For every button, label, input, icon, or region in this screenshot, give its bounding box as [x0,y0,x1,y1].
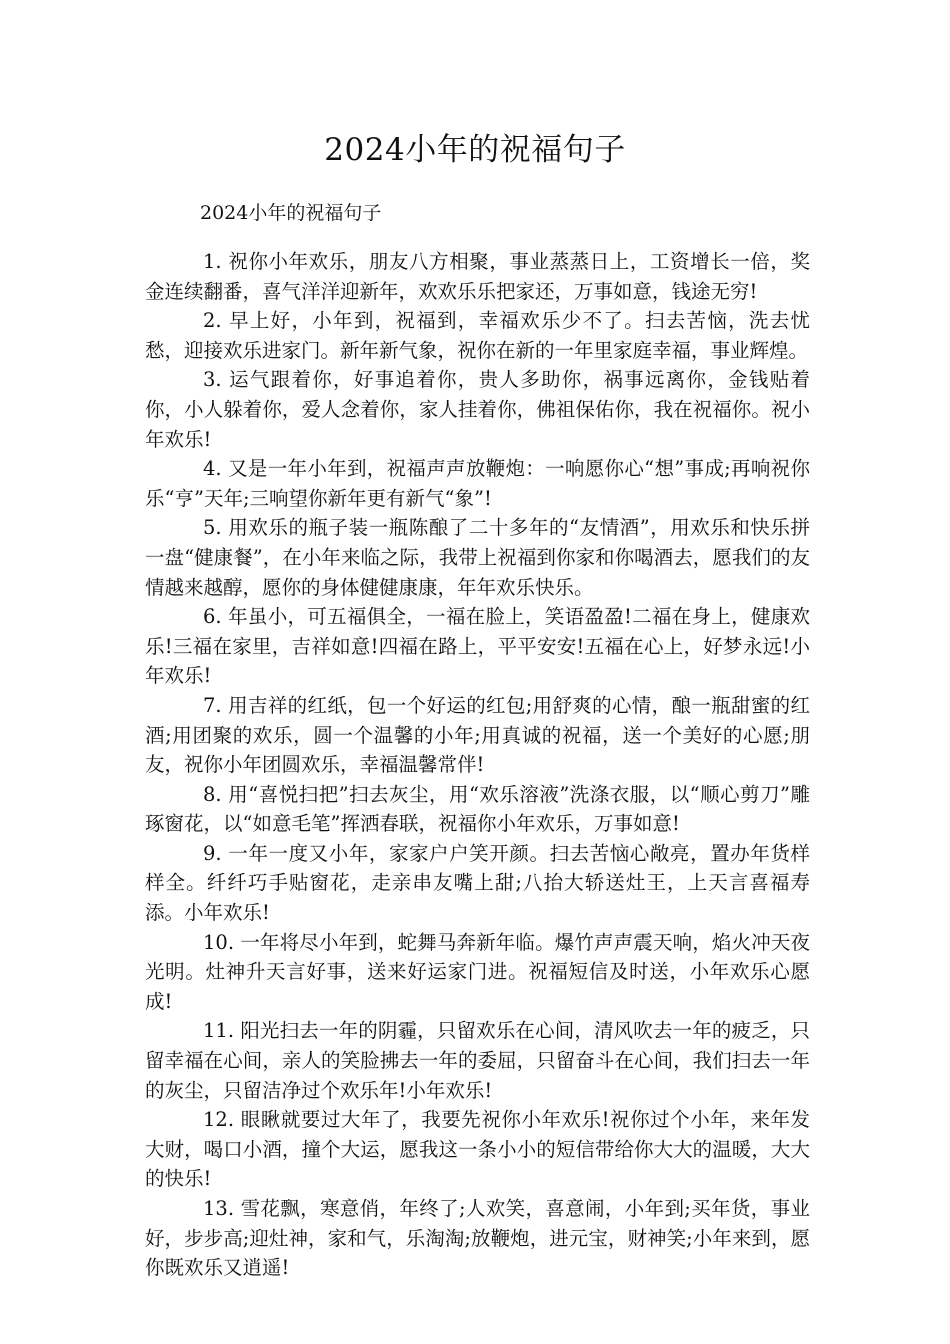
paragraph-7: 7. 用吉祥的红纸，包一个好运的红包;用舒爽的心情，酿一瓶甜蜜的红酒;用团聚的欢乐，圆一个温馨的小年;用真诚的祝福，送一个美好的心愿;朋友，祝你小年团圆欢乐，幸福温馨常伴! [145,693,810,777]
paragraph-4: 4. 又是一年小年到，祝福声声放鞭炮：一响愿你心“想”事成;再响祝你乐“亨”天年;三响望你新年更有新气“象”! [145,457,810,510]
paragraph-5: 5. 用欢乐的瓶子装一瓶陈酿了二十多年的“友情酒”，用欢乐和快乐拼一盘“健康餐”，在小年来临之际，我带上祝福到你家和你喝酒去，愿我们的友情越来越醇，愿你的身体健健康康，年年欢乐快乐。 [145,516,810,599]
document-title: 2024小年的祝福句子 [324,132,626,168]
paragraph-6: 6. 年虽小，可五福俱全，一福在脸上，笑语盈盈!二福在身上，健康欢乐!三福在家里，吉祥如意!四福在路上，平平安安!五福在心上，好梦永远!小年欢乐! [145,605,810,688]
paragraph-13: 13. 雪花飘，寒意俏，年终了;人欢笑，喜意闹，小年到;买年货，事业好，步步高;迎灶神，家和气，乐淘淘;放鞭炮，进元宝，财神笑;小年来到，愿你既欢乐又逍遥! [145,1197,810,1280]
paragraph-9: 9. 一年一度又小年，家家户户笑开颜。扫去苦恼心敞亮，置办年货样样全。纤纤巧手贴窗花，走亲串友嘴上甜;八抬大轿送灶王，上天言喜福寿添。小年欢乐! [145,841,810,925]
paragraph-11: 11. 阳光扫去一年的阴霾，只留欢乐在心间，清风吹去一年的疲乏，只留幸福在心间，亲人的笑脸拂去一年的委屈，只留奋斗在心间，我们扫去一年的灰尘，只留洁净过个欢乐年!小年欢乐! [145,1019,810,1102]
paragraph-8: 8. 用“喜悦扫把”扫去灰尘，用“欢乐溶液”洗涤衣服，以“顺心剪刀”雕琢窗花，以“如意毛笔”挥洒春联，祝福你小年欢乐，万事如意! [145,782,810,836]
paragraph-1: 1. 祝你小年欢乐，朋友八方相聚，事业蒸蒸日上，工资增长一倍，奖金连续翻番，喜气洋洋迎新年，欢欢乐乐把家还，万事如意，钱途无穷! [145,250,810,303]
paragraph-2: 2. 早上好，小年到，祝福到，幸福欢乐少不了。扫去苦恼，洗去忧愁，迎接欢乐进家门。新年新气象，祝你在新的一年里家庭幸福，事业辉煌。 [145,309,810,362]
paragraph-3: 3. 运气跟着你，好事追着你，贵人多助你，祸事远离你，金钱贴着你，小人躲着你，爱人念着你，家人挂着你，佛祖保佑你，我在祝福你。祝小年欢乐! [145,368,810,451]
paragraph-10: 10. 一年将尽小年到，蛇舞马奔新年临。爆竹声声震天响，焰火冲天夜光明。灶神升天言好事，送来好运家门进。祝福短信及时送，小年欢乐心愿成! [145,930,810,1013]
paragraph-12: 12. 眼瞅就要过大年了，我要先祝你小年欢乐!祝你过个小年，来年发大财，喝口小酒，撞个大运，愿我这一条小小的短信带给你大大的温暖，大大的快乐! [145,1108,810,1191]
document-subtitle: 2024小年的祝福句子 [200,202,382,224]
document-body [145,247,810,1283]
